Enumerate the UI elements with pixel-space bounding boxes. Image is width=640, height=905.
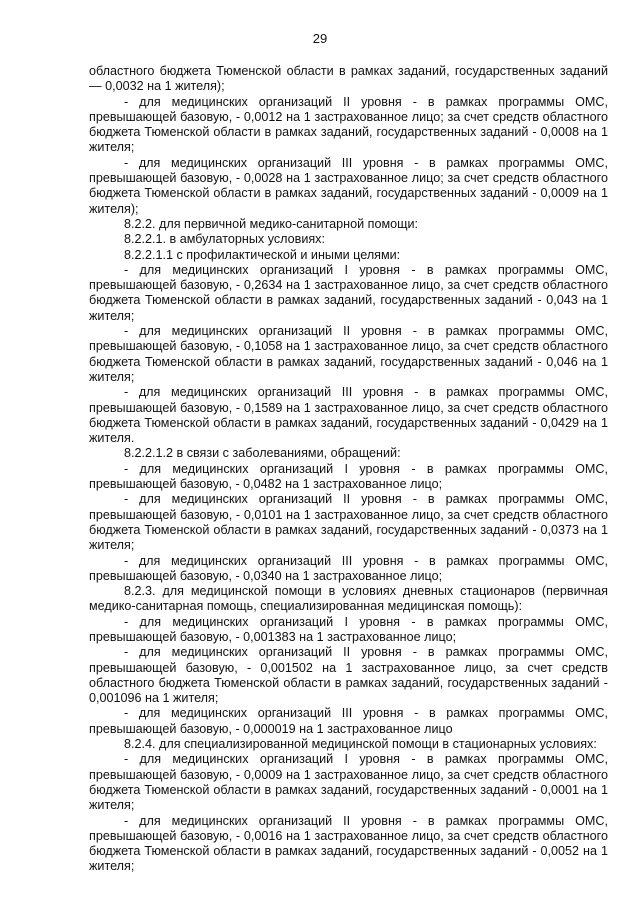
paragraph: 8.2.2.1.1 с профилактической и иными целями: [124, 247, 401, 262]
paragraph: - для медицинских организаций III уровня - в рамках программы ОМС, превышающей базовую, - 0,000019 на 1 застрахованное лицо [89, 706, 608, 736]
paragraph: областного бюджета Тюменской области в рамках заданий, государственных заданий — 0,0032 на 1 жителя); [89, 64, 608, 94]
paragraph: - для медицинских организаций III уровня - в рамках программы ОМС, превышающей базовую, - 0,0028 на 1 застрахованное лицо; за счет средств областного бюджета Тюменской области в рамках заданий, государственных заданий - 0,0009 на 1 жителя); [89, 155, 608, 216]
paragraph: - для медицинских организаций II уровня - в рамках программы ОМС, превышающей базовую, - 0,001502 на 1 застрахованное лицо, за счет средств областного бюджета Тюменской области в рамках заданий, государственных заданий - 0,001096 на 1 жителя; [89, 645, 608, 706]
page-number: 29 [312, 31, 328, 46]
paragraph: - для медицинских организаций II уровня - в рамках программы ОМС, превышающей базовую, - 0,1058 на 1 застрахованное лицо, за счет средств областного бюджета Тюменской области в рамках заданий, государственных заданий - 0,046 на 1 жителя; [89, 324, 608, 384]
paragraph: - для медицинских организаций III уровня - в рамках программы ОМС, превышающей базовую, - 0,0340 на 1 застрахованное лицо; [89, 553, 608, 583]
paragraph: - для медицинских организаций I уровня - в рамках программы ОМС, превышающей базовую, - 0,2634 на 1 застрахованное лицо, за счет средств областного бюджета Тюменской области в рамках заданий, государственных заданий - 0,043 на 1 жителя; [89, 262, 608, 323]
paragraph: 8.2.2.1. в амбулаторных условиях: [124, 232, 325, 247]
document-body [89, 64, 608, 875]
paragraph: 8.2.4. для специализированной медицинской помощи в стационарных условиях: [124, 737, 597, 752]
paragraph: - для медицинских организаций II уровня - в рамках программы ОМС, превышающей базовую, - 0,0012 на 1 застрахованное лицо; за счет средств областного бюджета Тюменской области в рамках заданий, государственных заданий - 0,0008 на 1 жителя; [89, 94, 608, 155]
paragraph: 8.2.2.1.2 в связи с заболеваниями, обращений: [124, 446, 401, 461]
paragraph: - для медицинских организаций II уровня - в рамках программы ОМС, превышающей базовую, - 0,0101 на 1 застрахованное лицо, за счет средств областного бюджета Тюменской области в рамках заданий, государственных заданий - 0,0373 на 1 жителя; [89, 492, 608, 553]
paragraph: 8.2.3. для медицинской помощи в условиях дневных стационаров (первичная медико-санитарная помощь, специализированная медицинская помощь): [89, 584, 608, 614]
paragraph: - для медицинских организаций III уровня - в рамках программы ОМС, превышающей базовую, - 0,1589 на 1 застрахованное лицо, за счет средств областного бюджета Тюменской области в рамках заданий, государственных заданий - 0,0429 на 1 жителя. [89, 385, 608, 446]
paragraph: - для медицинских организаций I уровня - в рамках программы ОМС, превышающей базовую, - 0,0482 на 1 застрахованное лицо; [89, 461, 608, 492]
paragraph: - для медицинских организаций I уровня - в рамках программы ОМС, превышающей базовую, - 0,0009 на 1 застрахованное лицо, за счет средств областного бюджета Тюменской области в рамках заданий, государственных заданий - 0,0001 на 1 жителя; [89, 752, 608, 813]
paragraph: 8.2.2. для первичной медико-санитарной помощи: [124, 216, 419, 231]
paragraph: - для медицинских организаций I уровня - в рамках программы ОМС, превышающей базовую, - 0,001383 на 1 застрахованное лицо; [89, 614, 608, 644]
paragraph: - для медицинских организаций II уровня - в рамках программы ОМС, превышающей базовую, - 0,0016 на 1 застрахованное лицо, за счет средств областного бюджета Тюменской области в рамках заданий, государственных заданий - 0,0052 на 1 жителя; [89, 813, 608, 874]
